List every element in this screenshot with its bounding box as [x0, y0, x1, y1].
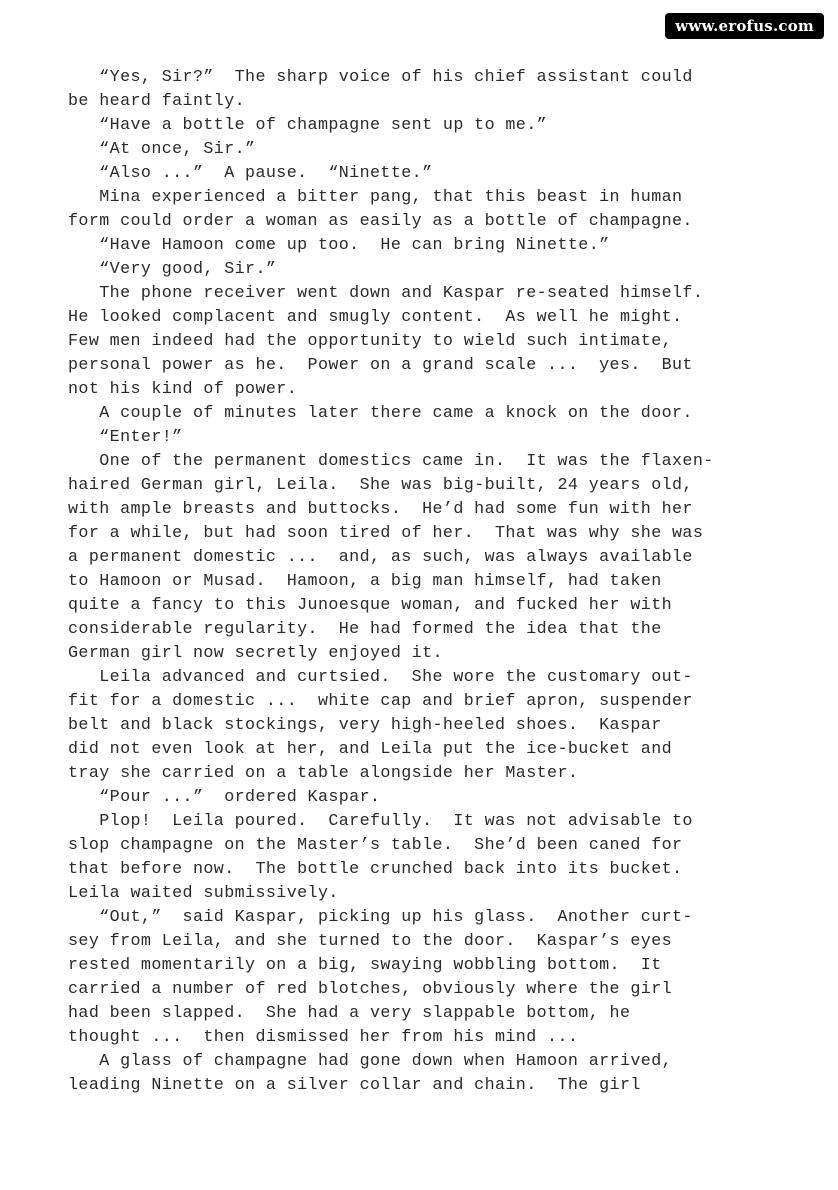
text-line: slop champagne on the Master’s table. She’d been caned for [68, 836, 683, 855]
text-line: tray she carried on a table alongside her Master. [68, 764, 579, 783]
text-line: did not even look at her, and Leila put the ice-bucket and [68, 740, 673, 759]
text-line: rested momentarily on a big, swaying wobbling bottom. It [68, 956, 662, 975]
text-line: haired German girl, Leila. She was big-built, 24 years old, [68, 476, 693, 495]
text-line: sey from Leila, and she turned to the door. Kaspar’s eyes [68, 932, 673, 951]
text-line: “Have Hamoon come up too. He can bring Ninette.” [68, 236, 610, 255]
text-line: A glass of champagne had gone down when Hamoon arrived, [68, 1052, 673, 1071]
text-line: a permanent domestic ... and, as such, was always available [68, 548, 693, 567]
text-line: Mina experienced a bitter pang, that this beast in human [68, 188, 683, 207]
text-line: that before now. The bottle crunched back into its bucket. [68, 860, 683, 879]
text-line: He looked complacent and smugly content. As well he might. [68, 308, 683, 327]
text-line: leading Ninette on a silver collar and chain. The girl [68, 1076, 641, 1095]
text-line: for a while, but had soon tired of her. That was why she was [68, 524, 704, 543]
text-line: not his kind of power. [68, 380, 298, 399]
text-line: “Pour ...” ordered Kaspar. [68, 788, 381, 807]
text-line: belt and black stockings, very high-heeled shoes. Kaspar [68, 716, 662, 735]
text-line: German girl now secretly enjoyed it. [68, 644, 443, 663]
page-text [68, 66, 788, 1098]
watermark: www.erofus.com [665, 13, 824, 39]
text-line: “Yes, Sir?” The sharp voice of his chief assistant could [68, 68, 693, 87]
text-line: be heard faintly. [68, 92, 246, 111]
text-line: personal power as he. Power on a grand scale ... yes. But [68, 356, 693, 375]
text-line: Few men indeed had the opportunity to wield such intimate, [68, 332, 673, 351]
text-line: “Very good, Sir.” [68, 260, 277, 279]
text-line: thought ... then dismissed her from his mind ... [68, 1028, 579, 1047]
text-line: to Hamoon or Musad. Hamoon, a big man himself, had taken [68, 572, 662, 591]
text-line: Plop! Leila poured. Carefully. It was not advisable to [68, 812, 693, 831]
text-line: “Have a bottle of champagne sent up to me.” [68, 116, 548, 135]
text-line: considerable regularity. He had formed the idea that the [68, 620, 662, 639]
text-line: had been slapped. She had a very slappable bottom, he [68, 1004, 631, 1023]
text-line: One of the permanent domestics came in. It was the flaxen- [68, 452, 714, 471]
text-line: Leila waited submissively. [68, 884, 339, 903]
text-line: “At once, Sir.” [68, 140, 256, 159]
text-line: The phone receiver went down and Kaspar re-seated himself. [68, 284, 704, 303]
text-line: form could order a woman as easily as a bottle of champagne. [68, 212, 693, 231]
text-line: “Also ...” A pause. “Ninette.” [68, 164, 433, 183]
text-line: carried a number of red blotches, obviously where the girl [68, 980, 673, 999]
text-line: “Out,” said Kaspar, picking up his glass. Another curt- [68, 908, 693, 927]
text-line: with ample breasts and buttocks. He’d had some fun with her [68, 500, 693, 519]
text-line: Leila advanced and curtsied. She wore the customary out- [68, 668, 693, 687]
text-line: quite a fancy to this Junoesque woman, and fucked her with [68, 596, 673, 615]
text-line: fit for a domestic ... white cap and brief apron, suspender [68, 692, 693, 711]
text-line: “Enter!” [68, 428, 183, 447]
text-line: A couple of minutes later there came a knock on the door. [68, 404, 693, 423]
